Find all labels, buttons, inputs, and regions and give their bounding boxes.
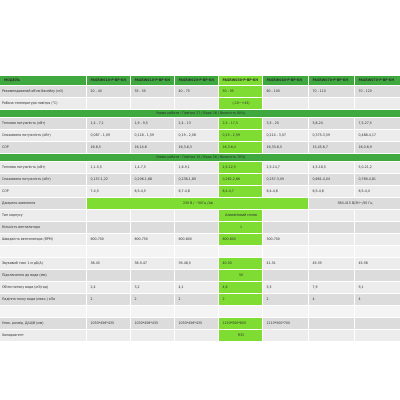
spec-value: 4 (308, 294, 354, 306)
spec-value: 600-700 (86, 234, 130, 246)
spec-value: 4 (354, 294, 400, 306)
spec-value-empty (86, 330, 130, 342)
spec-value-empty (174, 210, 218, 222)
spec-value-empty (308, 270, 354, 282)
model-name: PASRW015-P-BP-KH (130, 76, 174, 86)
spec-value-empty (262, 270, 308, 282)
spec-span-value: Алюмінієвий сплав (218, 210, 262, 222)
spec-label: Робоча температура повітря (°C) (0, 98, 86, 110)
spec-value: 5,0-21,2 (354, 162, 400, 174)
spec-value: 35 - 55 (130, 86, 174, 98)
spec-row (0, 318, 400, 330)
spec-value: 0,157-1,22 (86, 174, 130, 186)
spec-value-empty (174, 330, 218, 342)
spec-value: 0,769-4,81 (354, 174, 400, 186)
spec-row (0, 306, 400, 318)
spec-value-empty (86, 210, 130, 222)
spec-value: 16,3-6,4 (218, 142, 262, 154)
spec-value: 0,087 - 1,09 (86, 130, 130, 142)
spec-value-empty (354, 210, 400, 222)
spec-value (130, 246, 174, 258)
spec-value: 15,45-6,7 (308, 142, 354, 154)
spec-value: 1,4 - 7,1 (86, 118, 130, 130)
spec-span-value: 50 (218, 270, 262, 282)
spec-row (0, 174, 400, 186)
spec-value: 7,5-27,5 (354, 118, 400, 130)
spec-value: 1030*456*435 (86, 318, 130, 330)
spec-value: 36-5-47 (130, 258, 174, 270)
spec-value-empty (354, 98, 400, 110)
spec-value: 50 - 95 (218, 86, 262, 98)
spec-label (0, 306, 86, 318)
spec-value (354, 246, 400, 258)
spec-value-empty (262, 210, 308, 222)
model-name: PASRW010-P-BP-KH (86, 76, 130, 86)
spec-span-value: 230 В / ~50Гц /1ф (86, 198, 308, 210)
spec-value: 16,3-6,3 (174, 142, 218, 154)
spec-row (0, 86, 400, 98)
spec-value (174, 306, 218, 318)
spec-value-empty (130, 330, 174, 342)
spec-span-value: R32 (218, 330, 262, 342)
spec-label: Об'єм потоку води (м3/год) (0, 282, 86, 294)
spec-value-empty (262, 98, 308, 110)
model-name: PASRW040-P-BP-KH (262, 76, 308, 86)
spec-value (354, 234, 400, 246)
spec-value: 2 (130, 294, 174, 306)
spec-label: Падіння тиску води (макс.) кПа (0, 294, 86, 306)
spec-value: 16,33-6,5 (262, 142, 308, 154)
spec-value: 40-50 (218, 258, 262, 270)
spec-row (0, 198, 400, 210)
spec-value: 300-700 (262, 234, 308, 246)
spec-label: Звуковий тиск 1 м дБ(А) (0, 258, 86, 270)
spec-value: 0,19 - 2,06 (174, 130, 218, 142)
spec-value: 7,9 (308, 282, 354, 294)
spec-value-empty (86, 270, 130, 282)
spec-value: 7-4,5 (86, 186, 130, 198)
spec-value (262, 306, 308, 318)
spec-value: 1,9 - 9,5 (130, 118, 174, 130)
spec-value (308, 306, 354, 318)
model-name: PASRW030-P-BP-KH (218, 76, 262, 86)
spec-label: Швидкість вентилятора (RPM) (0, 234, 86, 246)
spec-label: Підключення до води (мм) (0, 270, 86, 282)
spec-row (0, 142, 400, 154)
spec-value-empty (354, 222, 400, 234)
spec-value: 36-45 (86, 258, 130, 270)
spec-value-empty (174, 98, 218, 110)
spec-value-empty (86, 222, 130, 234)
spec-value-empty (308, 98, 354, 110)
spec-value: 2,4 (86, 282, 130, 294)
spec-value: 1150*500*605 (218, 318, 262, 330)
spec-value: 45-56 (354, 258, 400, 270)
spec-label: Джерело живлення (0, 198, 86, 210)
model-header-row (0, 76, 400, 86)
spec-value-empty (308, 330, 354, 342)
spec-value: 6,5-4,4 (354, 186, 400, 198)
spec-value-empty (262, 330, 308, 342)
section-header-row (0, 110, 400, 118)
spec-label: Холодоагент (0, 330, 86, 342)
spec-label: Споживана потужність (кВт) (0, 174, 86, 186)
spec-value: 2,5 - 17,5 (218, 118, 262, 130)
spec-value: 2 (174, 294, 218, 306)
model-label: МОДЕЛЬ (0, 76, 86, 86)
spec-label: Упак. розмір, Д/Ш/В (мм) (0, 318, 86, 330)
spec-value: 1210*500*700 (262, 318, 308, 330)
spec-value: 600-750 (130, 234, 174, 246)
spec-value: 5,5 (262, 282, 308, 294)
spec-value: 4,6 (218, 282, 262, 294)
spec-value: 1030*456*435 (174, 318, 218, 330)
spec-label: Кількість вентилятора (0, 222, 86, 234)
spec-value-empty (308, 210, 354, 222)
spec-value: 1,1-5,5 (86, 162, 130, 174)
spec-value: 0,118 - 1,59 (130, 130, 174, 142)
spec-value (308, 246, 354, 258)
spec-row (0, 210, 400, 222)
spec-value: 6,7-4,8 (174, 186, 218, 198)
spec-value: 0,262-2,66 (218, 174, 262, 186)
spec-value (218, 246, 262, 258)
spec-value: 6,5-4,5 (130, 186, 174, 198)
spec-value: 6,4-4,7 (218, 186, 262, 198)
spec-value: 0,206-1,68 (130, 174, 174, 186)
spec-value-empty (130, 222, 174, 234)
spec-value: 3,2 (130, 282, 174, 294)
spec-value: 16,0-6,9 (354, 142, 400, 154)
spec-value: 5,8-24 (308, 118, 354, 130)
spec-value: 2,5-14,7 (262, 162, 308, 174)
spec-value-empty (308, 222, 354, 234)
spec-value: 2,5-12,5 (218, 162, 262, 174)
spec-value: 600-800 (174, 234, 218, 246)
spec-label: Теплова потужність (кВт) (0, 118, 86, 130)
spec-row (0, 330, 400, 342)
spec-row (0, 222, 400, 234)
spec-value: 45-55 (308, 258, 354, 270)
spec-value: 39-48,5 (174, 258, 218, 270)
spec-value: 1,4-7,5 (130, 162, 174, 174)
spec-row (0, 258, 400, 270)
spec-value-empty (130, 270, 174, 282)
spec-value: 9,1 (354, 282, 400, 294)
spec-label: Теплова потужність (кВт) (0, 162, 86, 174)
spec-value: 1,6-9,1 (174, 162, 218, 174)
spec-tail-value: 380-415 В/3Н~/50 Гц (308, 198, 400, 210)
spec-row (0, 186, 400, 198)
spec-value (218, 306, 262, 318)
spec-value: 2 (218, 294, 262, 306)
spec-value: 0,214 - 3,07 (262, 130, 308, 142)
spec-value (308, 318, 354, 330)
spec-row (0, 294, 400, 306)
spec-value-empty (174, 222, 218, 234)
spec-value: 1030*456*435 (130, 318, 174, 330)
spec-value: 40 - 75 (174, 86, 218, 98)
spec-row (0, 282, 400, 294)
spec-value: 6,4-4,6 (262, 186, 308, 198)
spec-row (0, 118, 400, 130)
spec-value: 20 - 40 (86, 86, 130, 98)
spec-value: 3,5 - 20 (262, 118, 308, 130)
spec-row (0, 270, 400, 282)
spec-value (174, 246, 218, 258)
spec-value: 0,238-1,89 (174, 174, 218, 186)
spec-value (86, 246, 130, 258)
spec-value: 4,5-18,5 (308, 162, 354, 174)
spec-label: Споживана потужність (кВт) (0, 130, 86, 142)
spec-row (0, 130, 400, 142)
spec-value: 16,14-6 (130, 142, 174, 154)
model-name: PASRW020-P-BP-KH (174, 76, 218, 86)
spec-value: 0,257-3,09 (262, 174, 308, 186)
spec-value: 0,488-4,17 (354, 130, 400, 142)
spec-span-value: 1 (218, 222, 262, 234)
spec-table (0, 76, 400, 342)
spec-value: 2 (262, 294, 308, 306)
spec-value-empty (354, 270, 400, 282)
spec-value: 2,4 - 13 (174, 118, 218, 130)
spec-value (354, 306, 400, 318)
spec-value-empty (86, 98, 130, 110)
model-name: PASRW070-P-BP-KH (308, 76, 354, 86)
spec-label: Тип корпусу (0, 210, 86, 222)
spec-value: 60 - 100 (262, 86, 308, 98)
spec-value: 0,661-4,04 (308, 174, 354, 186)
spec-span-value: (-10~+43) (218, 98, 262, 110)
spec-value-empty (130, 98, 174, 110)
spec-label (0, 246, 86, 258)
spec-row (0, 98, 400, 110)
model-name: PASRW070-P-BP-KH (354, 76, 400, 86)
spec-row (0, 246, 400, 258)
section-title: Умови роботи : Повітря 27 / Вода 26 / Вологість 80%) (0, 110, 400, 118)
spec-value-empty (354, 330, 400, 342)
spec-value: 4,1 (174, 282, 218, 294)
spec-label: COP (0, 142, 86, 154)
spec-value: 41-51 (262, 258, 308, 270)
spec-value (354, 318, 400, 330)
spec-value (262, 246, 308, 258)
spec-value-empty (130, 210, 174, 222)
spec-label: COP (0, 186, 86, 198)
spec-value (86, 306, 130, 318)
spec-value: 600-800 (218, 234, 262, 246)
section-header-row (0, 154, 400, 162)
spec-value: 6,5-4,6 (308, 186, 354, 198)
spec-value-empty (174, 270, 218, 282)
spec-value: 70 - 110 (308, 86, 354, 98)
spec-label: Рекомендований об'єм басейну (м3) (0, 86, 86, 98)
spec-value: 2 (86, 294, 130, 306)
spec-row (0, 234, 400, 246)
spec-value: 70 - 120 (354, 86, 400, 98)
spec-value: 16-6,5 (86, 142, 130, 154)
spec-value: 0,15 - 2,59 (218, 130, 262, 142)
spec-value: 0,375-3,59 (308, 130, 354, 142)
spec-row (0, 162, 400, 174)
spec-value-empty (262, 222, 308, 234)
spec-value (130, 306, 174, 318)
spec-value (308, 234, 354, 246)
section-title: Умови роботи : Повітря 15 / Вода 26 / Вологість 70%) (0, 154, 400, 162)
